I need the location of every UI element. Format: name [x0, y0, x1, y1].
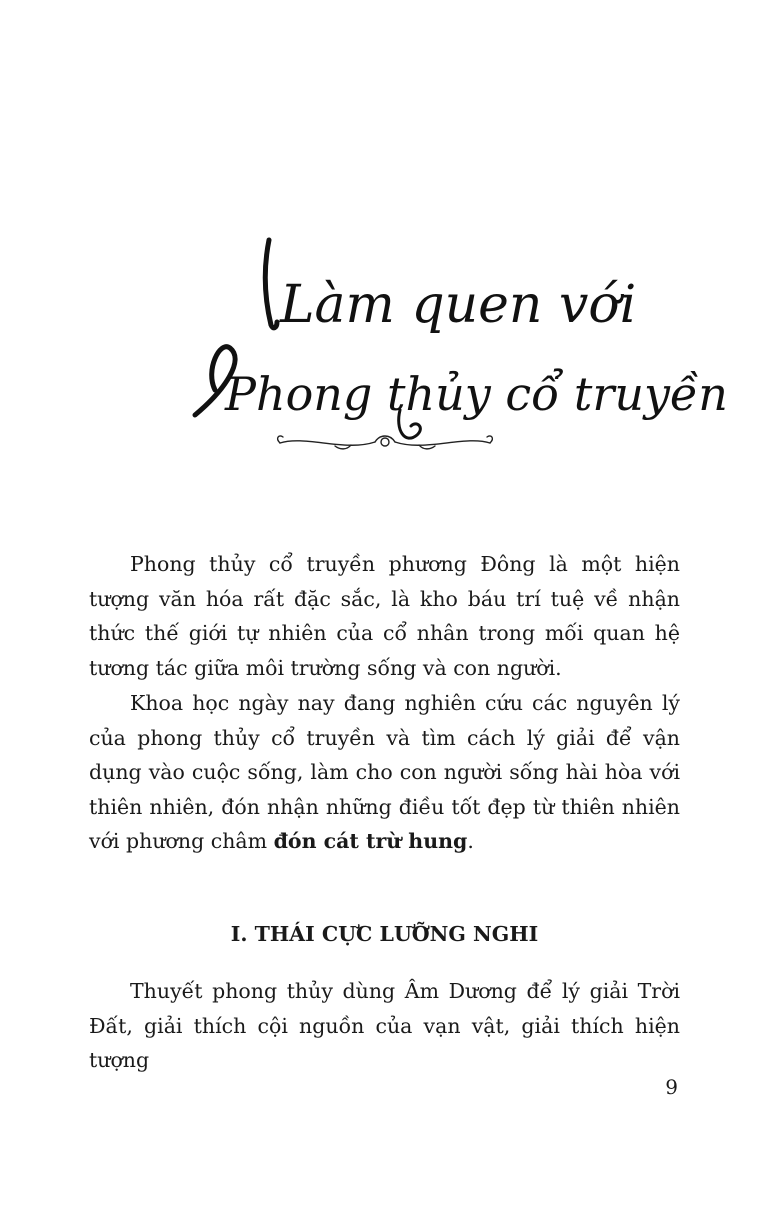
calligraphic-title	[185, 230, 728, 460]
flourish-stroke	[265, 240, 277, 328]
paragraph-science-end: .	[467, 829, 474, 854]
paragraph-yin-yang: Thuyết phong thủy dùng Âm Dương để lý giải Trời Đất, giải thích cội nguồn của vạn vật, giải thích hiện tượng	[89, 979, 680, 1073]
section-heading: I. THÁI CỰC LƯỠNG NGHI	[230, 922, 539, 946]
title-line-1: Làm quen với	[280, 275, 637, 335]
paragraph-science-text: Khoa học ngày nay đang nghiên cứu các nguyên lý của phong thủy cổ truyền và tìm cách lý giải để vận dụng vào cuộc sống, làm cho con người sống hài hòa với thiên nhiên, đón nhận những điều tốt đẹp từ thiên nhiên với phương châm	[89, 691, 680, 854]
ornament-divider	[278, 436, 493, 449]
calligraphy-art	[185, 230, 728, 460]
paragraph-intro: Phong thủy cổ truyền phương Đông là một hiện tượng văn hóa rất đặc sắc, là kho báu trí tuệ về nhận thức thế giới tự nhiên của cổ nhân trong mối quan hệ tương tác giữa môi trường sống và con người.	[89, 552, 680, 680]
page-number: 9	[665, 1075, 678, 1099]
title-line-2: Phong thủy cổ truyền	[225, 367, 728, 421]
paragraph-science	[89, 686, 680, 859]
emphasis-phrase: đón cát trừ hung	[273, 829, 468, 854]
